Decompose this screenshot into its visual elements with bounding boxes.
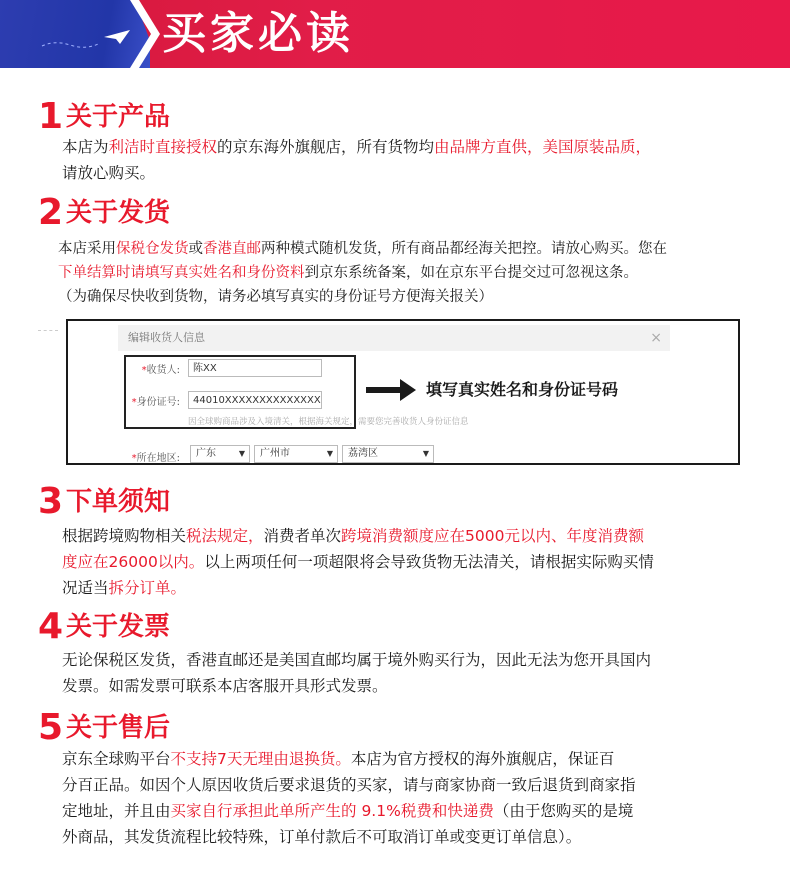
text-run: 分百正品。如因个人原因收货后要求退货的买家，请与商家协商一致后退货到商家指: [62, 776, 636, 794]
section-title: 关于产品: [66, 102, 171, 132]
chevron-down-icon: ▼: [326, 449, 333, 458]
section-number: 3: [38, 481, 64, 522]
text-run: 京东全球购平台: [62, 750, 171, 768]
form-header: [118, 325, 670, 351]
text-run: 两种模式随机发货，所有商品都经海关把控。请放心购买。您在: [261, 241, 667, 257]
highlight-text: 拆分订单。: [108, 579, 187, 597]
highlight-text: 跨境消费额度应在5000元以内、年度消费额: [341, 527, 644, 545]
callout-text: 填写真实姓名和身份证号码: [426, 380, 619, 399]
text-run: 根据跨境购物相关: [62, 527, 187, 545]
id-label: *身份证号:: [131, 397, 180, 408]
section-number: 5: [38, 707, 64, 748]
highlight-text: 买家自行承担此单所产生的 9.1%税费和快递费: [170, 802, 494, 820]
text-run: 本店采用: [58, 241, 116, 257]
city-select[interactable]: 广州市 ▼: [254, 445, 338, 463]
id-number-input[interactable]: 44010XXXXXXXXXXXXXX: [188, 391, 322, 409]
text-run: 到京东系统备案，如在京东平台提交过可忽视这条。: [304, 265, 638, 281]
name-input[interactable]: 陈XX: [188, 359, 322, 377]
section-title: 关于售后: [66, 713, 171, 743]
close-icon[interactable]: ×: [650, 330, 662, 346]
section-heading-aftersales: [38, 708, 170, 748]
form-hint: 因全球购商品涉及入境清关，根据海关规定，需要您完善收货人身份证信息: [188, 417, 469, 427]
highlight-text: 下单结算时请填写真实姓名和身份资料: [58, 265, 305, 281]
highlight-text: 税法规定，: [186, 527, 264, 545]
highlight-text: 不支持7天无理由退换货。: [170, 750, 351, 768]
text-run: （为确保尽快收到货物，请务必填写真实的身份证号方便海关报关）: [58, 289, 493, 305]
chevron-down-icon: ▼: [422, 449, 429, 458]
section-text-shipping: [58, 237, 768, 309]
text-run: 外商品，其发货流程比较特殊，订单付款后不可取消订单或变更订单信息）。: [62, 828, 582, 846]
chevron-down-icon: ▼: [238, 449, 245, 458]
section-heading-order: [38, 482, 170, 522]
text-run: 无论保税区发货，香港直邮还是美国直邮均属于境外购买行为，因此无法为您开具国内: [62, 651, 652, 669]
section-number: 1: [38, 96, 64, 137]
highlight-text: 由品牌方直供，美国原装品质，: [434, 138, 652, 156]
section-number: 4: [38, 606, 64, 647]
highlight-text: 度应在26000以内。: [62, 553, 205, 571]
section-heading-product: [38, 97, 170, 137]
region-label: *所在地区:: [131, 453, 180, 464]
name-label: *收货人:: [141, 365, 180, 376]
form-header-title: 编辑收货人信息: [128, 331, 205, 344]
text-run: 请放心购买。: [62, 164, 156, 182]
text-run: 定地址，并且由: [62, 802, 171, 820]
divider: [38, 330, 58, 331]
text-run: （由于您购买的是境: [493, 802, 634, 820]
highlight-text: 利洁时直接授权: [108, 138, 218, 156]
section-text-order: [62, 523, 762, 601]
text-run: 况适当: [62, 579, 109, 597]
text-run: 发票。如需发票可联系本店客服开具形式发票。: [62, 677, 388, 695]
section-text-invoice: [62, 647, 772, 699]
consignee-form-illustration: [66, 319, 740, 465]
section-heading-shipping: [38, 193, 170, 233]
section-title: 关于发票: [66, 612, 171, 642]
section-heading-invoice: [38, 607, 170, 647]
province-select[interactable]: 广东 ▼: [190, 445, 250, 463]
section-text-aftersales: [62, 746, 772, 850]
header-banner: [0, 0, 790, 68]
district-select[interactable]: 荔湾区 ▼: [342, 445, 434, 463]
paper-plane-icon: [104, 30, 130, 44]
section-title: 关于发货: [66, 198, 171, 228]
text-run: 消费者单次: [263, 527, 342, 545]
section-text-product: [62, 134, 762, 186]
text-run: 本店为官方授权的海外旗舰店，保证百: [350, 750, 615, 768]
banner-title: 买家必读: [162, 8, 354, 59]
text-run: 或: [188, 241, 203, 257]
dashed-trail-icon: [40, 40, 100, 50]
text-run: 本店为: [62, 138, 109, 156]
section-title: 下单须知: [66, 487, 171, 517]
section-number: 2: [38, 192, 64, 233]
text-run: 以上两项任何一项超限将会导致货物无法清关，请根据实际购买情: [204, 553, 654, 571]
highlight-text: 保税仓发货: [116, 241, 189, 257]
text-run: 的京东海外旗舰店，所有货物均: [217, 138, 435, 156]
highlight-text: 香港直邮: [203, 241, 261, 257]
arrow-right-icon: [366, 379, 416, 401]
